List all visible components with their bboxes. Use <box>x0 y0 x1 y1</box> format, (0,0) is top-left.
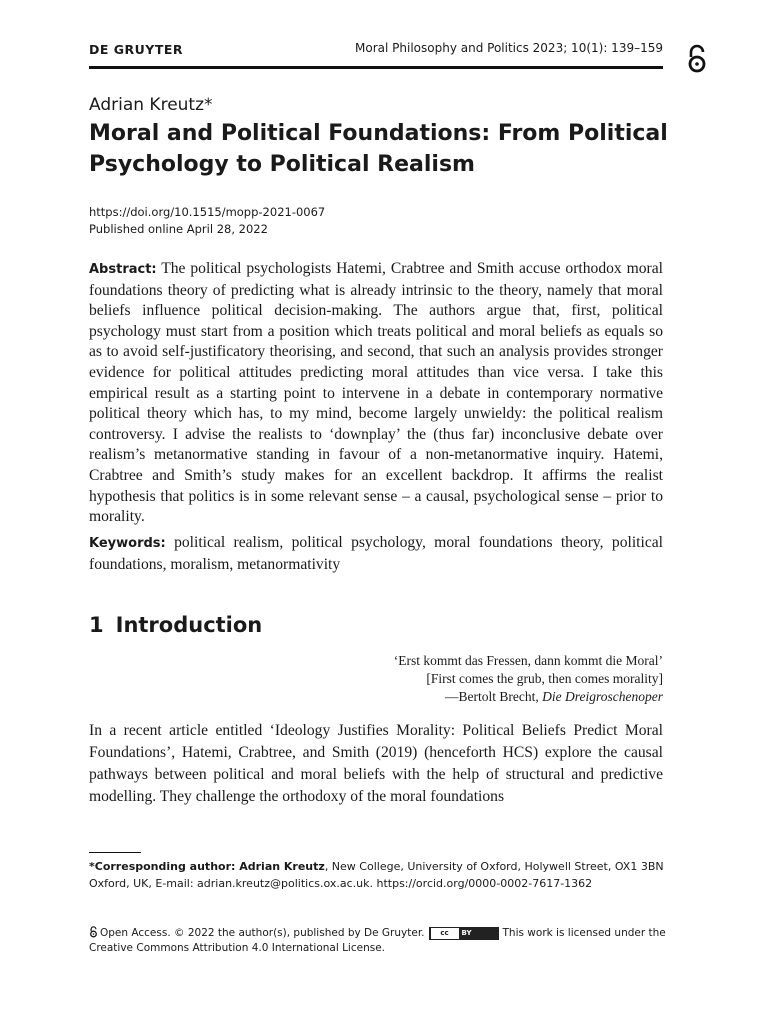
doi-link[interactable]: https://doi.org/10.1515/mopp-2021-0067 <box>89 205 326 219</box>
epigraph-quote: ‘Erst kommt das Fressen, dann kommt die Moral’ <box>393 653 663 668</box>
header-rule <box>89 66 663 69</box>
footnote-label: *Corresponding author: Adrian Kreutz <box>89 860 325 873</box>
author-name: Adrian Kreutz* <box>89 95 213 115</box>
footnote-rule <box>89 852 141 853</box>
open-access-icon <box>686 44 708 74</box>
epigraph-attribution: —Bertolt Brecht, Die Dreigroschenoper <box>445 689 663 704</box>
published-date: Published online April 28, 2022 <box>89 222 268 236</box>
journal-citation: Moral Philosophy and Politics 2023; 10(1): 139–159 <box>355 41 663 55</box>
body-paragraph: In a recent article entitled ‘Ideology Justifies Morality: Political Beliefs Predict Moral Foundations’, Hatemi, Crabtree, and Smith (2019) (henceforth HCS) explore the causal pathways between political and moral beliefs with the help of structural and predictive modelling. They challenge the orthodoxy of the moral foundations <box>89 722 663 805</box>
epigraph <box>394 652 663 706</box>
epigraph-translation: [First comes the grub, then comes morality] <box>426 671 663 686</box>
keywords <box>89 533 663 575</box>
keywords-label: Keywords: <box>89 536 166 551</box>
running-header <box>89 40 663 58</box>
license-notice <box>89 926 669 956</box>
abstract <box>89 259 663 528</box>
article-meta <box>89 204 325 238</box>
license-suffix: This work is licensed under the Creative Commons Attribution 4.0 International License. <box>89 927 666 954</box>
open-access-small-icon <box>89 926 98 938</box>
abstract-text: The political psychologists Hatemi, Crabtree and Smith accuse orthodox moral foundations theory of predicting what is already intrinsic to the theory, namely that moral beliefs influence political decision-making. The authors argue that, first, political psychology must start from a position which treats political and moral beliefs as equals so as to avoid self-justificatory theorising, and second, that such an analysis provides stronger evidence for political attitudes predicting moral attitudes than vice versa. I take this empirical result as a starting point to intervene in a debate in contemporary normative political theory which has, to my mind, become largely unwieldy: the political realism controversy. I advise the realists to ‘downplay’ the (thus far) inconclusive debate over realism’s metanormative standing in favour of a non-metanormative inquiry. Hatemi, Crabtree and Smith’s study makes for an excellent backdrop. It affirms the realist hypothesis that politics is in some relevant sense – a causal, psychological sense – prior to morality. <box>89 260 663 526</box>
epigraph-work: Die Dreigroschenoper <box>542 689 663 704</box>
footnote-text: , New College, University of Oxford, Holywell Street, OX1 3BN Oxford, UK, E-mail: adrian.kreutz@politics.ox.ac.uk. https://orcid.org/0000-0002-7617-1362 <box>89 860 664 890</box>
section-heading <box>89 613 262 637</box>
cc-by-badge[interactable] <box>429 927 499 940</box>
cc-badge-left: cc <box>431 928 459 939</box>
cc-badge-right: BY <box>461 928 472 937</box>
abstract-label: Abstract: <box>89 262 157 277</box>
license-prefix: Open Access. © 2022 the author(s), published by De Gruyter. <box>100 927 425 939</box>
keywords-text: political realism, political psychology, moral foundations theory, political foundations, moralism, metanormativity <box>89 534 664 573</box>
section-title: Introduction <box>115 613 263 637</box>
section-number: 1 <box>89 613 104 637</box>
publisher-name: DE GRUYTER <box>89 42 184 57</box>
footnote <box>89 858 669 892</box>
article-title: Moral and Political Foundations: From Political Psychology to Political Realism <box>89 121 668 177</box>
